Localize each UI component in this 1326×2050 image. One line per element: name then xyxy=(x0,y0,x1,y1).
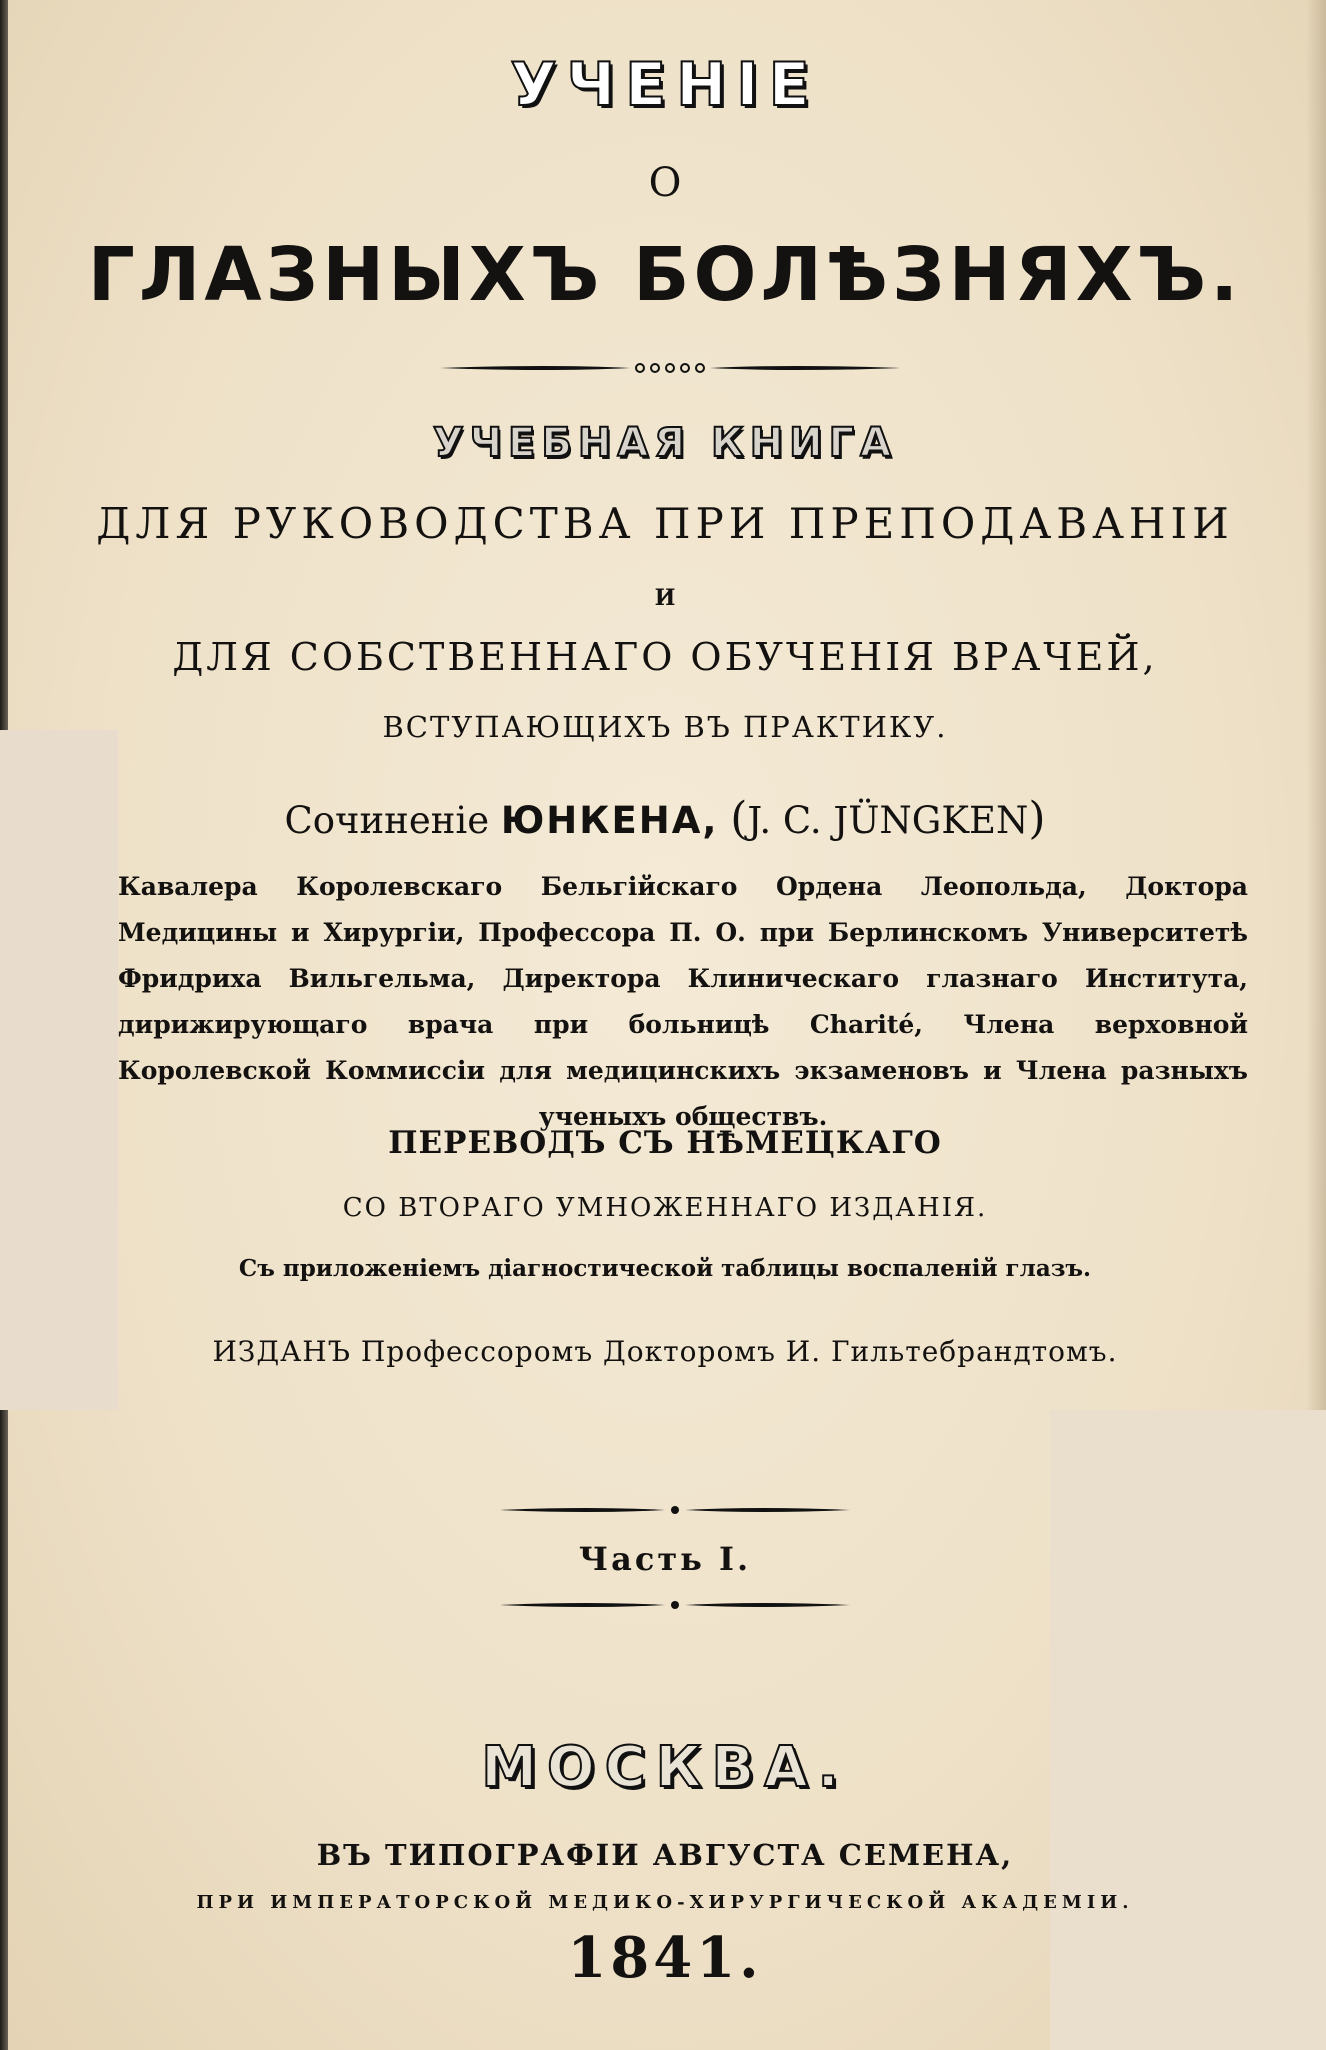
appendix-note: Съ приложеніемъ діагностической таблицы воспаленій глазъ. xyxy=(238,1255,1092,1282)
translation-line-1: ПЕРЕВОДЪ СЪ НѢМЕЦКАГО xyxy=(388,1125,942,1161)
title-line-3: ГЛАЗНЫХЪ БОЛѢЗНЯХЪ. xyxy=(87,232,1243,318)
purpose-line-1: ДЛЯ РУКОВОДСТВА ПРИ ПРЕПОДАВАНІИ xyxy=(96,499,1234,548)
conjunction: И xyxy=(654,585,676,611)
purpose-line-2: ДЛЯ СОБСТВЕННАГО ОБУЧЕНІЯ ВРАЧЕЙ, xyxy=(172,635,1158,679)
title-line-1: УЧЕНІЕ xyxy=(510,50,820,120)
volume-part: Часть I. xyxy=(578,1540,752,1578)
latin-name-close: ) xyxy=(1028,793,1046,844)
purpose-line-3: ВСТУПАЮЩИХЪ ВЪ ПРАКТИКУ. xyxy=(382,710,948,744)
imprint-academy: ПРИ ИМПЕРАТОРСКОЙ МЕДИКО-ХИРУРГИЧЕСКОЙ АКАДЕМІИ. xyxy=(196,1892,1134,1913)
author-credentials: Кавалера Королевскаго Бельгійскаго Ордена Леопольда, Доктора Медицины и Хирургіи, Профессора П. О. при Берлинскомъ Университетѣ Фридриха Вильгельма, Директора Клиническаго глазнаго Института, дирижирующаго врача при больницѣ Charité, Члена верховной Королевской Коммиссіи для медицинскихъ экзаменовъ и Члена разныхъ ученыхъ обществъ. xyxy=(118,872,1248,1131)
author-latin-name: J. C. JÜNGKEN xyxy=(747,799,1029,842)
ornamental-rule-part-top xyxy=(500,1502,850,1518)
imprint-press: ВЪ ТИПОГРАФІИ АВГУСТА СЕМЕНА, xyxy=(316,1838,1014,1872)
translation-line-2: СО ВТОРАГО УМНОЖЕННАГО ИЗДАНІЯ. xyxy=(342,1193,988,1223)
title-line-2: О xyxy=(648,160,682,206)
author-line xyxy=(70,793,1260,844)
ornamental-rule-top xyxy=(440,358,900,378)
latin-name-open: ( xyxy=(730,793,748,844)
imprint-city: МОСКВА. xyxy=(481,1735,849,1800)
ornamental-rule-part-bottom xyxy=(500,1597,850,1613)
book-type-heading: УЧЕБНАЯ КНИГА xyxy=(432,420,898,466)
author-prefix: Сочиненіе xyxy=(284,799,490,842)
imprint-year: 1841. xyxy=(567,1925,763,1991)
author-name: ЮНКЕНА, xyxy=(500,799,719,842)
editor-line: ИЗДАНЪ Профессоромъ Докторомъ И. Гильтебрандтомъ. xyxy=(212,1335,1118,1368)
